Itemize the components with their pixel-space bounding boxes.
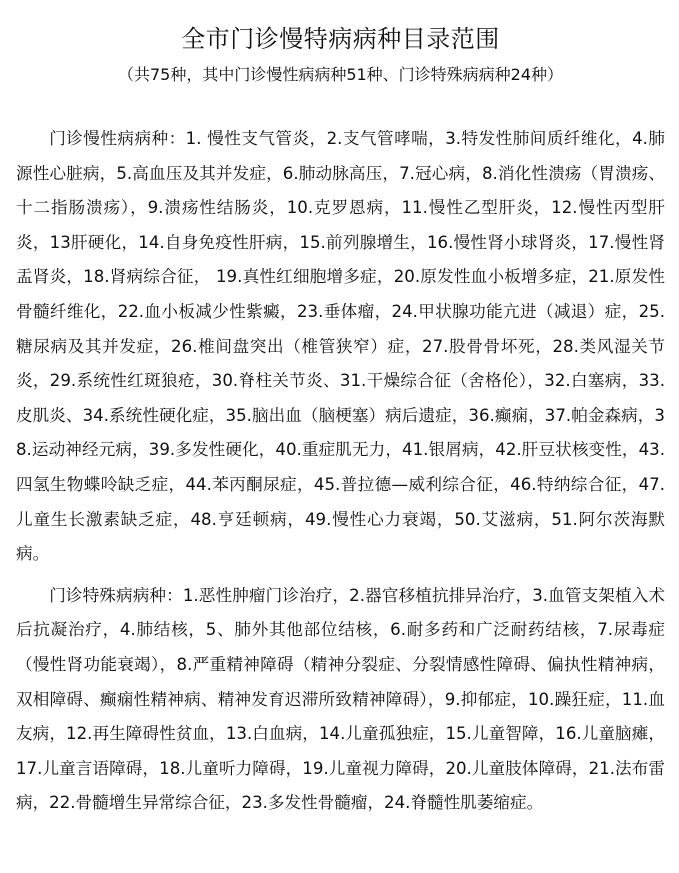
chronic-disease-paragraph: 门诊慢性病病种：1. 慢性支气管炎，2.支气管哮喘，3.特发性肺间质纤维化，4.肺源性心脏病，5.高血压及其并发症，6.肺动脉高压，7.冠心病，8.消化性溃疡（胃溃疡、十二指肠溃疡），9.溃疡性结肠炎，10.克罗恩病，11.慢性乙型肝炎，12.慢性丙型肝炎，13肝硬化，14.自身免疫性肝病，15.前列腺增生，16.慢性肾小球肾炎，17.慢性肾盂肾炎，18.肾病综合征， 19.真性红细胞增多症，20.原发性血小板增多症，21.原发性骨髓纤维化，22.血小板减少性紫癜，23.垂体瘤，24.甲状腺功能亢进（减退）症，25.糖尿病及其并发症，26.椎间盘突出（椎管狭窄）症，27.股骨骨坏死，28.类风湿关节炎，29.系统性红斑狼疮，30.脊柱关节炎、31.干燥综合征（舍格伦），32.白塞病，33.皮肌炎、34.系统性硬化症，35.脑出血（脑梗塞）病后遗症，36.癫痫，37.帕金森病，38.运动神经元病，39.多发性硬化，40.重症肌无力，41.银屑病，42.肝豆状核变性，43.四氢生物蝶呤缺乏症，44.苯丙酮尿症，45.普拉德—威利综合征，46.特纳综合征，47.儿童生长激素缺乏症，48.亨廷顿病，49.慢性心力衰竭，50.艾滋病，51.阿尔茨海默病。 bbox=[16, 129, 665, 564]
page-subtitle: （共75种，其中门诊慢性病病种51种、门诊特殊病病种24种） bbox=[117, 65, 564, 84]
special-disease-paragraph: 门诊特殊病病种：1.恶性肿瘤门诊治疗，2.器官移植抗排异治疗，3.血管支架植入术后抗凝治疗，4.肺结核，5、肺外其他部位结核，6.耐多药和广泛耐药结核，7.尿毒症（慢性肾功能衰竭），8.严重精神障碍（精神分裂症、分裂情感性障碍、偏执性精神病，双相障碍、癫痫性精神病、精神发育迟滞所致精神障碍），9.抑郁症，10.躁狂症，11.血友病，12.再生障碍性贫血，13.白血病，14.儿童孤独症，15.儿童智障，16.儿童脑瘫，17.儿童言语障碍，18.儿童听力障碍，19.儿童视力障碍，20.儿童肢体障碍，21.法布雷病，22.骨髓增生异常综合征，23.多发性骨髓瘤，24.脊髓性肌萎缩症。 bbox=[16, 585, 665, 813]
page-title: 全市门诊慢特病病种目录范围 bbox=[181, 25, 500, 53]
